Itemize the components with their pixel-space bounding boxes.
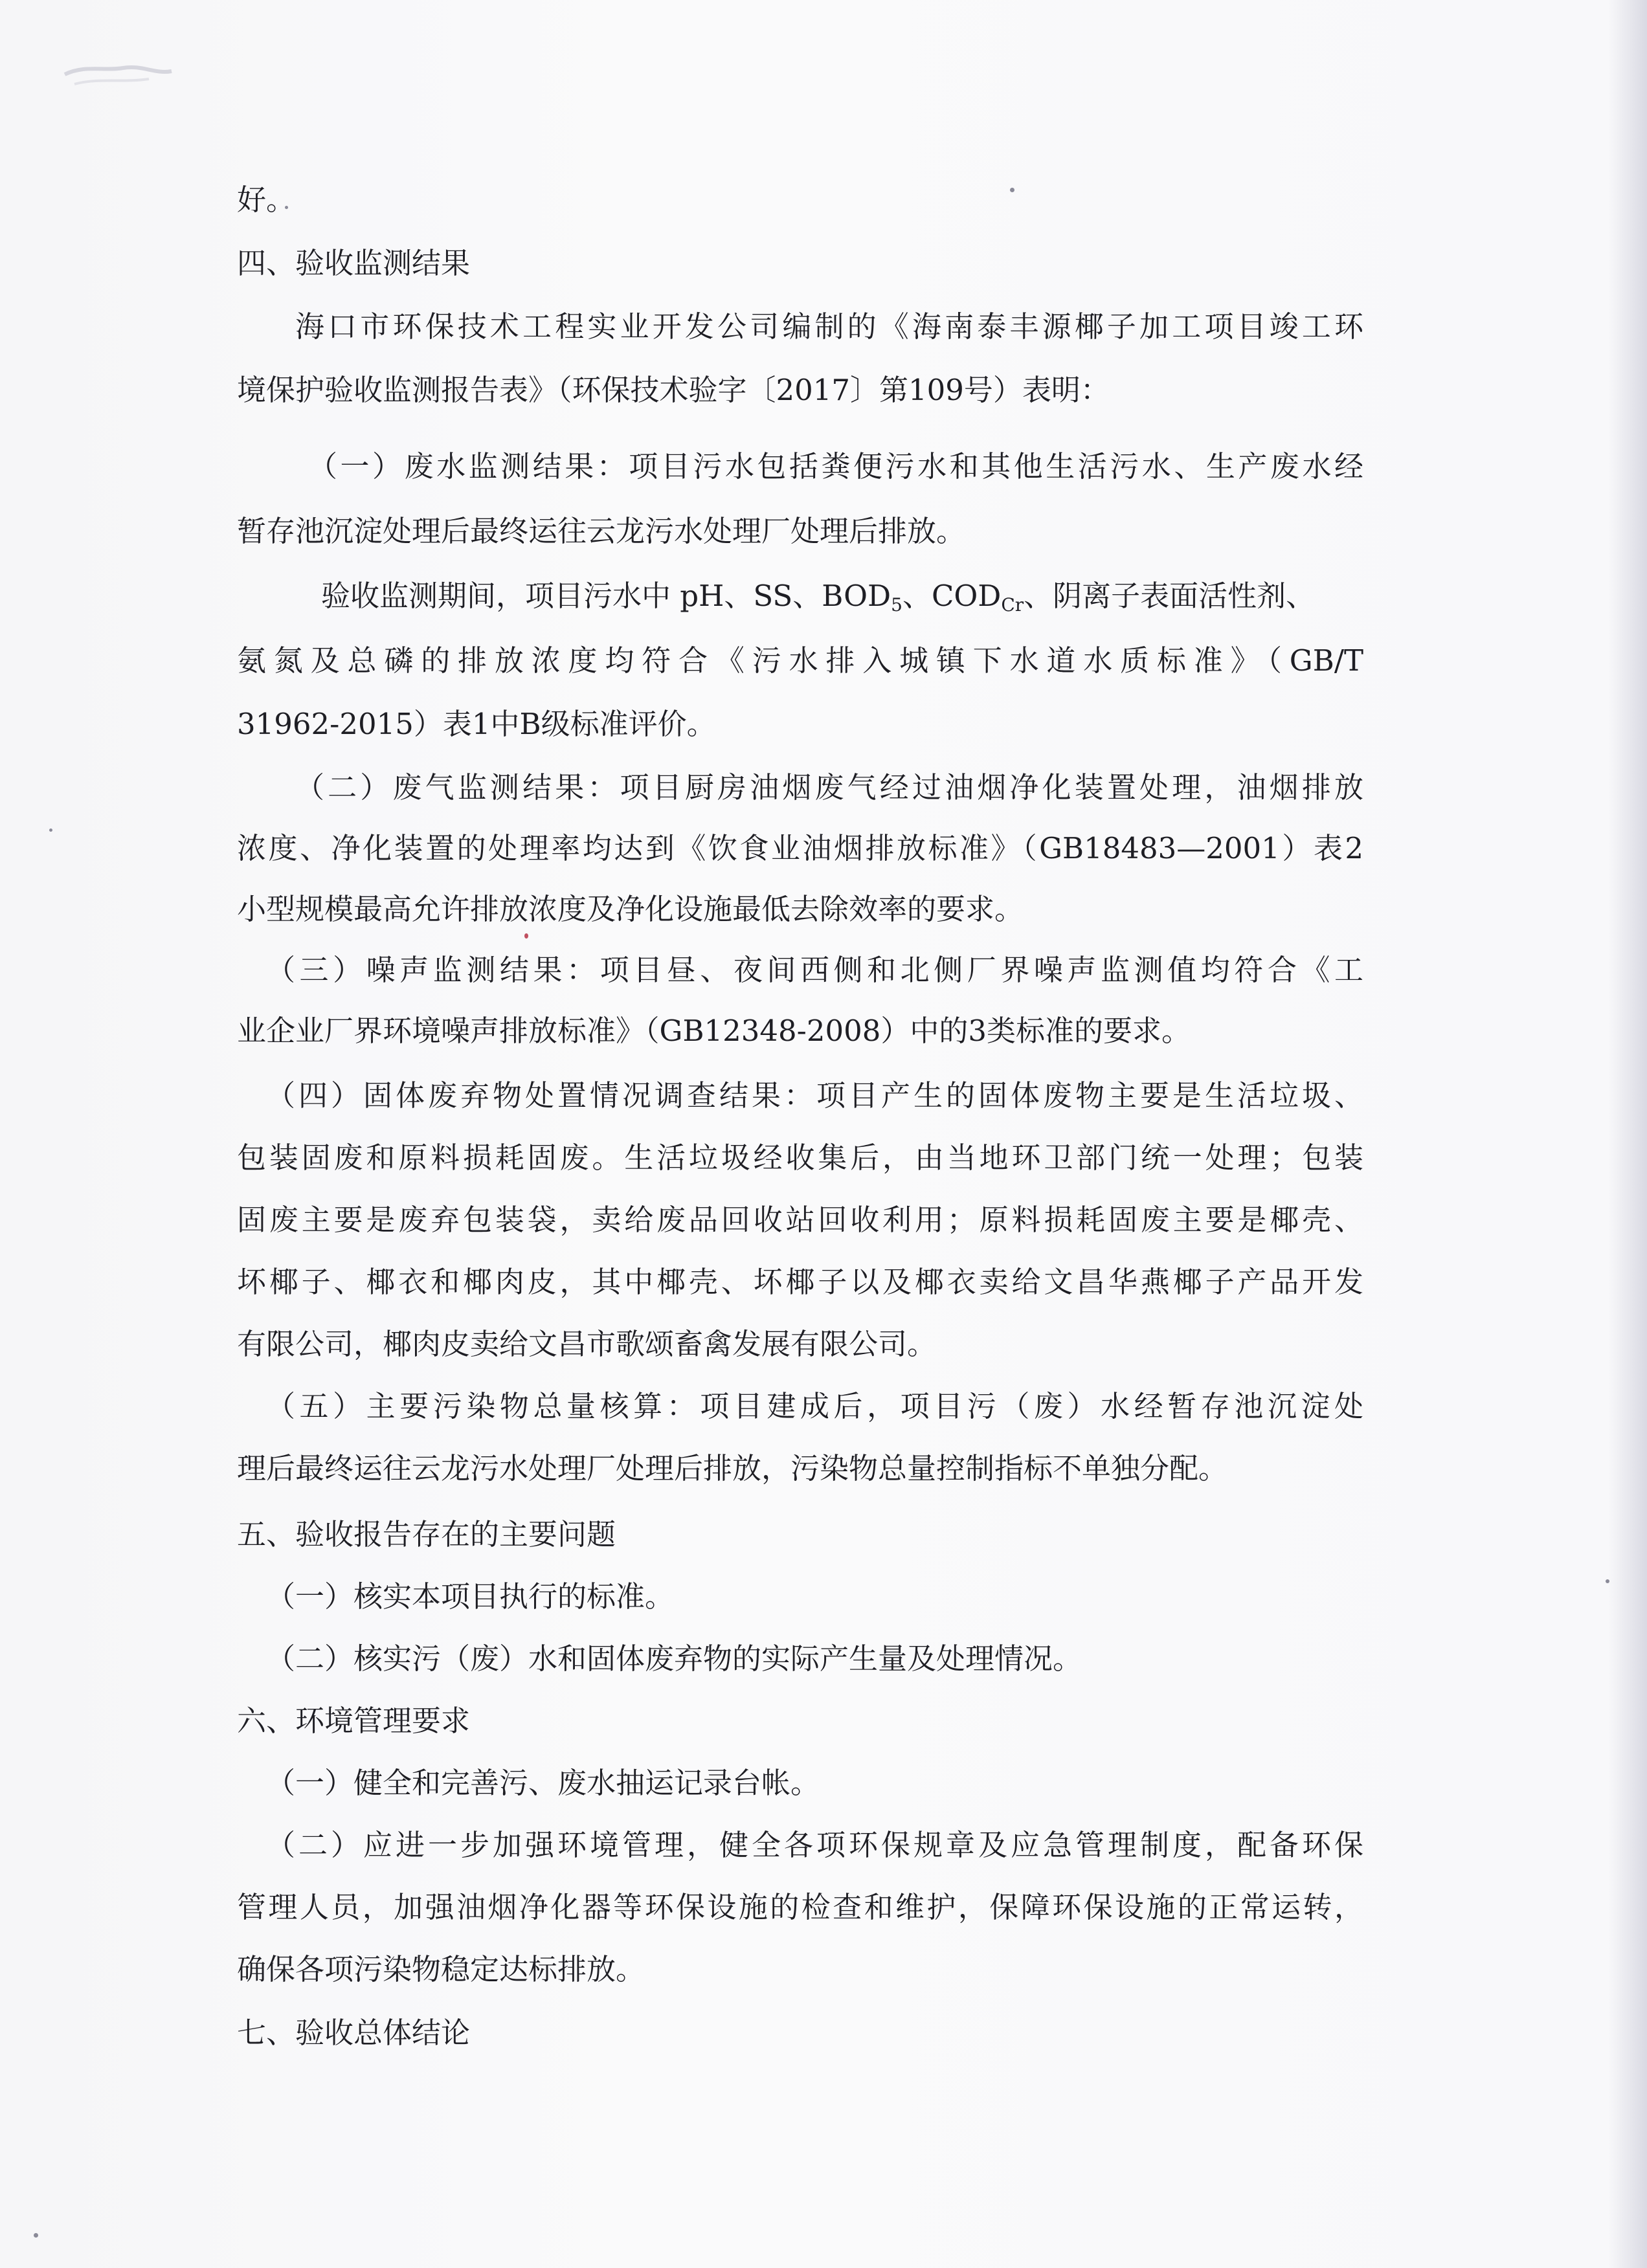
text-line: （二）核实污（废）水和固体废弃物的实际产生量及处理情况。: [266, 1641, 1082, 1676]
subscript: 5: [891, 594, 902, 616]
section-heading-5: 五、验收报告存在的主要问题: [237, 1517, 616, 1551]
text-line: 固废主要是废弃包装袋，卖给废品回收站回收利用；原料损耗固废主要是椰壳、: [237, 1203, 1363, 1237]
scan-speck: [1010, 188, 1014, 192]
text-line: 境保护验收监测报告表》（环保技术验字〔2017〕第109号）表明：: [237, 373, 1110, 407]
section-heading-7: 七、验收总体结论: [237, 2016, 471, 2050]
scan-speck: [49, 828, 52, 832]
text-run: 、阴离子表面活性剂、: [1024, 579, 1316, 613]
text-line: 小型规模最高允许排放浓度及净化设施最低去除效率的要求。: [237, 892, 1024, 926]
scan-speck: [1606, 1579, 1609, 1583]
text-line: 好。: [237, 183, 296, 217]
text-line: 浓度、净化装置的处理率均达到《饮食业油烟排放标准》（GB18483—2001）表2: [237, 831, 1363, 865]
text-line: （四）固体废弃物处置情况调查结果：项目产生的固体废物主要是生活垃圾、: [266, 1078, 1363, 1113]
scan-speck: [34, 2233, 38, 2238]
text-line: （二）应进一步加强环境管理，健全各项环保规章及应急管理制度，配备环保: [266, 1828, 1363, 1862]
text-run: 、COD: [902, 579, 1002, 613]
text-line: 氨氮及总磷的排放浓度均符合《污水排入城镇下水道水质标准》（GB/T: [237, 643, 1363, 678]
text-line: （一）健全和完善污、废水抽运记录台帐。: [266, 1766, 820, 1800]
subscript: Cr: [1001, 594, 1024, 616]
section-heading-6: 六、环境管理要求: [237, 1704, 471, 1738]
text-line: （一）核实本项目执行的标准。: [266, 1579, 675, 1614]
text-line: 确保各项污染物稳定达标排放。: [237, 1952, 645, 1986]
text-line: 包装固废和原料损耗固废。生活垃圾经收集后，由当地环卫部门统一处理；包装: [237, 1140, 1363, 1175]
text-line: （一）废水监测结果：项目污水包括粪便污水和其他生活污水、生产废水经: [308, 449, 1363, 484]
text-line: 坏椰子、椰衣和椰肉皮，其中椰壳、坏椰子以及椰衣卖给文昌华燕椰子产品开发: [237, 1265, 1363, 1299]
text-line: （五）主要污染物总量核算：项目建成后，项目污（废）水经暂存池沉淀处: [266, 1389, 1363, 1423]
text-line: 暂存池沉淀处理后最终运往云龙污水处理厂处理后排放。: [237, 514, 966, 548]
text-line: 海口市环保技术工程实业开发公司编制的《海南泰丰源椰子加工项目竣工环: [295, 309, 1363, 344]
text-line: 业企业厂界环境噪声排放标准》（GB12348-2008）中的3类标准的要求。: [237, 1014, 1191, 1048]
text-line: 理后最终运往云龙污水处理厂处理后排放，污染物总量控制指标不单独分配。: [237, 1451, 1228, 1485]
text-line: （二）废气监测结果：项目厨房油烟废气经过油烟净化装置处理，油烟排放: [295, 770, 1363, 805]
text-line: 管理人员，加强油烟净化器等环保设施的检查和维护，保障环保设施的正常运转，: [237, 1890, 1363, 1924]
text-line: 有限公司，椰肉皮卖给文昌市歌颂畜禽发展有限公司。: [237, 1327, 937, 1361]
paper-crease-mark: [52, 39, 181, 97]
text-line: [237, 564, 1315, 637]
text-run: 验收监测期间，项目污水中 pH、SS、BOD: [321, 579, 891, 613]
section-heading-4: 四、验收监测结果: [237, 246, 471, 280]
page-edge-shadow: [1608, 0, 1647, 2268]
text-line: 31962-2015）表1中B级标准评价。: [237, 707, 716, 741]
text-line: （三）噪声监测结果：项目昼、夜间西侧和北侧厂界噪声监测值均符合《工: [266, 953, 1363, 987]
